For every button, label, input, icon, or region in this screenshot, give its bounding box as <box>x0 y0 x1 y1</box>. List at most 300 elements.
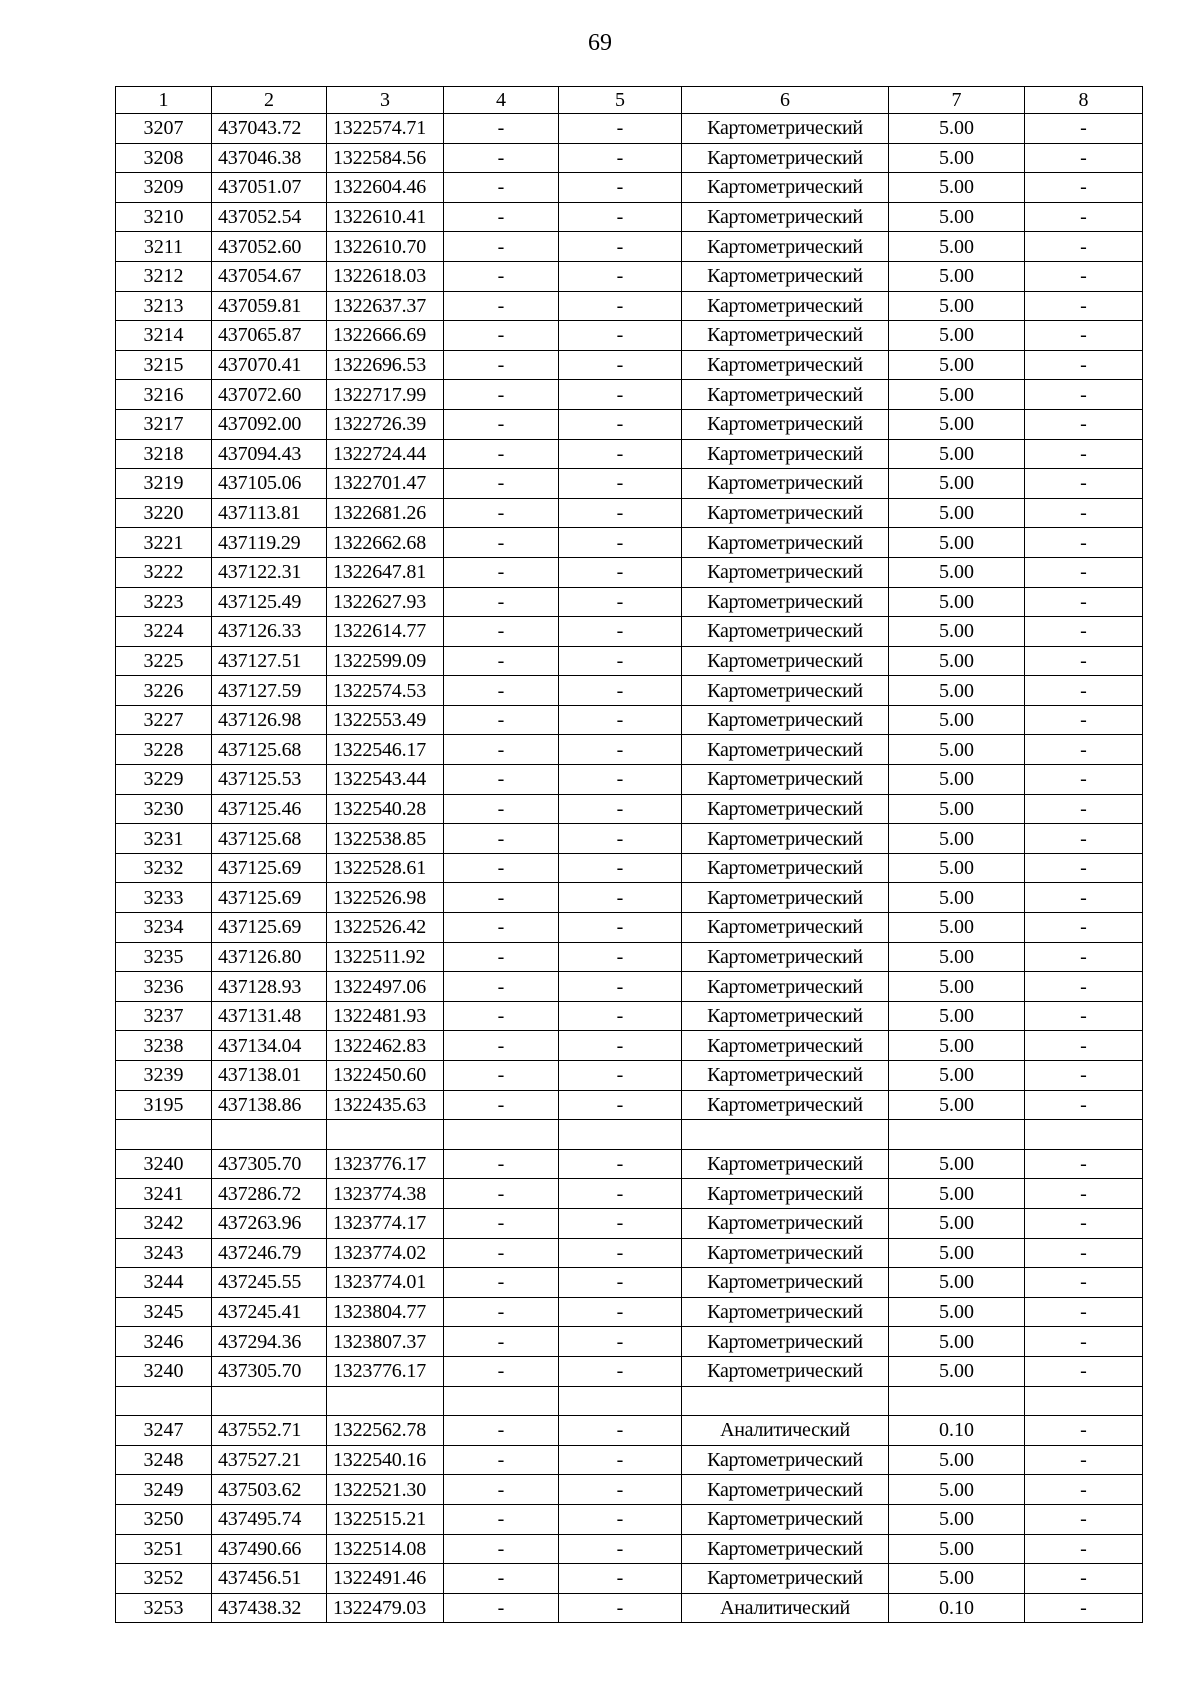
cell-point-number: 3247 <box>116 1416 212 1446</box>
cell-x-coordinate: 437126.80 <box>212 942 327 972</box>
table-row <box>116 1534 1143 1564</box>
cell-x-coordinate: 437245.41 <box>212 1297 327 1327</box>
cell-col-4: - <box>444 261 559 291</box>
cell-method: Картометрический <box>682 1297 889 1327</box>
cell-col-4: - <box>444 646 559 676</box>
cell-col-8: - <box>1025 765 1143 795</box>
cell-col-5: - <box>559 1090 682 1120</box>
cell-method: Картометрический <box>682 498 889 528</box>
table-row <box>116 261 1143 291</box>
cell-y-coordinate: 1322696.53 <box>327 350 444 380</box>
cell-x-coordinate: 437127.51 <box>212 646 327 676</box>
cell-method: Картометрический <box>682 1445 889 1475</box>
cell-accuracy: 5.00 <box>889 439 1025 469</box>
cell-method <box>682 1120 889 1150</box>
cell-accuracy: 0.10 <box>889 1416 1025 1446</box>
cell-point-number: 3227 <box>116 705 212 735</box>
cell-col-8: - <box>1025 1001 1143 1031</box>
cell-y-coordinate: 1322614.77 <box>327 617 444 647</box>
cell-point-number: 3235 <box>116 942 212 972</box>
cell-method: Картометрический <box>682 202 889 232</box>
cell-y-coordinate: 1322491.46 <box>327 1564 444 1594</box>
cell-col-5: - <box>559 883 682 913</box>
cell-y-coordinate: 1322604.46 <box>327 173 444 203</box>
cell-col-5: - <box>559 1593 682 1623</box>
cell-accuracy: 0.10 <box>889 1593 1025 1623</box>
cell-method: Картометрический <box>682 617 889 647</box>
cell-y-coordinate: 1322515.21 <box>327 1504 444 1534</box>
cell-col-4: - <box>444 114 559 144</box>
cell-col-4: - <box>444 1593 559 1623</box>
cell-x-coordinate: 437552.71 <box>212 1416 327 1446</box>
cell-col-8: - <box>1025 202 1143 232</box>
cell-y-coordinate <box>327 1386 444 1416</box>
cell-x-coordinate: 437305.70 <box>212 1149 327 1179</box>
cell-accuracy: 5.00 <box>889 913 1025 943</box>
cell-method: Картометрический <box>682 321 889 351</box>
cell-y-coordinate: 1322599.09 <box>327 646 444 676</box>
cell-y-coordinate: 1322526.42 <box>327 913 444 943</box>
cell-y-coordinate: 1322647.81 <box>327 557 444 587</box>
table-row <box>116 1504 1143 1534</box>
cell-y-coordinate: 1322543.44 <box>327 765 444 795</box>
cell-accuracy: 5.00 <box>889 232 1025 262</box>
cell-accuracy: 5.00 <box>889 676 1025 706</box>
cell-col-8: - <box>1025 1268 1143 1298</box>
cell-point-number: 3238 <box>116 1031 212 1061</box>
column-header: 5 <box>559 87 682 114</box>
cell-y-coordinate: 1322462.83 <box>327 1031 444 1061</box>
cell-accuracy: 5.00 <box>889 972 1025 1002</box>
cell-col-8: - <box>1025 1297 1143 1327</box>
cell-point-number: 3230 <box>116 794 212 824</box>
cell-y-coordinate: 1323804.77 <box>327 1297 444 1327</box>
cell-col-4: - <box>444 824 559 854</box>
cell-point-number: 3212 <box>116 261 212 291</box>
cell-method: Картометрический <box>682 913 889 943</box>
column-header: 2 <box>212 87 327 114</box>
cell-col-4: - <box>444 765 559 795</box>
cell-col-5: - <box>559 824 682 854</box>
table-row <box>116 439 1143 469</box>
cell-col-5: - <box>559 557 682 587</box>
cell-col-5: - <box>559 1475 682 1505</box>
cell-y-coordinate: 1323776.17 <box>327 1356 444 1386</box>
cell-col-5: - <box>559 143 682 173</box>
cell-point-number: 3253 <box>116 1593 212 1623</box>
cell-method: Картометрический <box>682 380 889 410</box>
cell-col-4: - <box>444 1001 559 1031</box>
cell-col-4: - <box>444 291 559 321</box>
cell-point-number: 3252 <box>116 1564 212 1594</box>
cell-col-8: - <box>1025 557 1143 587</box>
cell-col-5: - <box>559 765 682 795</box>
cell-col-8: - <box>1025 942 1143 972</box>
table-body <box>116 114 1143 1623</box>
table-row <box>116 350 1143 380</box>
cell-method: Картометрический <box>682 1564 889 1594</box>
cell-y-coordinate: 1322726.39 <box>327 409 444 439</box>
cell-accuracy: 5.00 <box>889 883 1025 913</box>
cell-col-5: - <box>559 409 682 439</box>
cell-col-5: - <box>559 114 682 144</box>
cell-col-4: - <box>444 972 559 1002</box>
cell-col-5: - <box>559 1268 682 1298</box>
table-row <box>116 1564 1143 1594</box>
cell-col-5: - <box>559 735 682 765</box>
cell-y-coordinate: 1323774.02 <box>327 1238 444 1268</box>
cell-col-8: - <box>1025 143 1143 173</box>
cell-x-coordinate: 437305.70 <box>212 1356 327 1386</box>
cell-col-5: - <box>559 587 682 617</box>
cell-x-coordinate: 437122.31 <box>212 557 327 587</box>
cell-method: Картометрический <box>682 1149 889 1179</box>
cell-method: Картометрический <box>682 587 889 617</box>
cell-accuracy: 5.00 <box>889 557 1025 587</box>
cell-col-5: - <box>559 1001 682 1031</box>
cell-col-8: - <box>1025 498 1143 528</box>
cell-method: Картометрический <box>682 1061 889 1091</box>
table-row <box>116 1445 1143 1475</box>
cell-point-number: 3223 <box>116 587 212 617</box>
cell-col-5 <box>559 1120 682 1150</box>
cell-col-4: - <box>444 1504 559 1534</box>
table-row <box>116 1208 1143 1238</box>
cell-col-8: - <box>1025 232 1143 262</box>
cell-y-coordinate: 1322637.37 <box>327 291 444 321</box>
cell-y-coordinate: 1322528.61 <box>327 853 444 883</box>
cell-accuracy: 5.00 <box>889 1268 1025 1298</box>
cell-accuracy: 5.00 <box>889 735 1025 765</box>
cell-col-8: - <box>1025 587 1143 617</box>
cell-method: Картометрический <box>682 883 889 913</box>
cell-point-number: 3240 <box>116 1356 212 1386</box>
table-row <box>116 1238 1143 1268</box>
table-row <box>116 409 1143 439</box>
cell-y-coordinate: 1322540.28 <box>327 794 444 824</box>
cell-x-coordinate <box>212 1386 327 1416</box>
cell-col-8: - <box>1025 853 1143 883</box>
cell-point-number: 3216 <box>116 380 212 410</box>
cell-col-4: - <box>444 1356 559 1386</box>
cell-col-5: - <box>559 972 682 1002</box>
cell-col-4: - <box>444 1149 559 1179</box>
cell-method: Картометрический <box>682 1090 889 1120</box>
cell-accuracy: 5.00 <box>889 409 1025 439</box>
cell-x-coordinate: 437490.66 <box>212 1534 327 1564</box>
cell-col-4 <box>444 1120 559 1150</box>
cell-col-4 <box>444 1386 559 1416</box>
cell-y-coordinate: 1322584.56 <box>327 143 444 173</box>
cell-accuracy: 5.00 <box>889 1564 1025 1594</box>
cell-point-number: 3218 <box>116 439 212 469</box>
cell-method: Картометрический <box>682 557 889 587</box>
cell-y-coordinate: 1322701.47 <box>327 469 444 499</box>
cell-x-coordinate: 437046.38 <box>212 143 327 173</box>
table-row <box>116 380 1143 410</box>
cell-x-coordinate: 437125.46 <box>212 794 327 824</box>
cell-col-8: - <box>1025 735 1143 765</box>
cell-col-4: - <box>444 1475 559 1505</box>
cell-x-coordinate: 437113.81 <box>212 498 327 528</box>
cell-y-coordinate: 1323774.01 <box>327 1268 444 1298</box>
cell-accuracy: 5.00 <box>889 469 1025 499</box>
cell-accuracy: 5.00 <box>889 1356 1025 1386</box>
cell-col-5: - <box>559 1179 682 1209</box>
cell-col-5: - <box>559 853 682 883</box>
cell-point-number: 3245 <box>116 1297 212 1327</box>
cell-x-coordinate: 437051.07 <box>212 173 327 203</box>
cell-method: Картометрический <box>682 1001 889 1031</box>
cell-point-number: 3234 <box>116 913 212 943</box>
cell-accuracy: 5.00 <box>889 528 1025 558</box>
header-row <box>116 87 1143 114</box>
cell-col-5: - <box>559 705 682 735</box>
cell-method: Картометрический <box>682 824 889 854</box>
cell-point-number: 3229 <box>116 765 212 795</box>
cell-col-8: - <box>1025 1238 1143 1268</box>
cell-point-number: 3242 <box>116 1208 212 1238</box>
cell-accuracy: 5.00 <box>889 1179 1025 1209</box>
cell-x-coordinate: 437128.93 <box>212 972 327 1002</box>
cell-accuracy: 5.00 <box>889 1031 1025 1061</box>
cell-y-coordinate: 1322521.30 <box>327 1475 444 1505</box>
cell-col-5 <box>559 1386 682 1416</box>
cell-col-5: - <box>559 380 682 410</box>
cell-col-8: - <box>1025 173 1143 203</box>
cell-col-8: - <box>1025 1475 1143 1505</box>
cell-method: Картометрический <box>682 765 889 795</box>
cell-accuracy: 5.00 <box>889 794 1025 824</box>
table-row <box>116 705 1143 735</box>
cell-accuracy: 5.00 <box>889 1534 1025 1564</box>
cell-y-coordinate: 1322538.85 <box>327 824 444 854</box>
cell-col-4: - <box>444 439 559 469</box>
table-row <box>116 1031 1143 1061</box>
cell-y-coordinate: 1322526.98 <box>327 883 444 913</box>
cell-point-number: 3248 <box>116 1445 212 1475</box>
cell-x-coordinate: 437138.01 <box>212 1061 327 1091</box>
cell-col-5: - <box>559 1534 682 1564</box>
cell-col-8: - <box>1025 261 1143 291</box>
cell-point-number: 3224 <box>116 617 212 647</box>
cell-x-coordinate: 437245.55 <box>212 1268 327 1298</box>
cell-col-8 <box>1025 1120 1143 1150</box>
cell-point-number: 3240 <box>116 1149 212 1179</box>
cell-col-5: - <box>559 1208 682 1238</box>
cell-col-4: - <box>444 853 559 883</box>
cell-col-8: - <box>1025 1416 1143 1446</box>
cell-x-coordinate: 437119.29 <box>212 528 327 558</box>
cell-y-coordinate: 1322497.06 <box>327 972 444 1002</box>
cell-point-number: 3215 <box>116 350 212 380</box>
cell-accuracy: 5.00 <box>889 1504 1025 1534</box>
cell-accuracy: 5.00 <box>889 291 1025 321</box>
cell-method: Картометрический <box>682 1534 889 1564</box>
cell-col-8: - <box>1025 1149 1143 1179</box>
cell-accuracy: 5.00 <box>889 380 1025 410</box>
cell-y-coordinate: 1322610.70 <box>327 232 444 262</box>
cell-point-number: 3233 <box>116 883 212 913</box>
table-row-blank <box>116 1386 1143 1416</box>
cell-point-number: 3213 <box>116 291 212 321</box>
cell-x-coordinate: 437052.60 <box>212 232 327 262</box>
cell-point-number: 3226 <box>116 676 212 706</box>
cell-x-coordinate: 437094.43 <box>212 439 327 469</box>
cell-col-4: - <box>444 1416 559 1446</box>
cell-point-number: 3222 <box>116 557 212 587</box>
cell-x-coordinate: 437125.69 <box>212 853 327 883</box>
cell-point-number: 3243 <box>116 1238 212 1268</box>
cell-method: Аналитический <box>682 1593 889 1623</box>
cell-x-coordinate: 437070.41 <box>212 350 327 380</box>
cell-accuracy: 5.00 <box>889 705 1025 735</box>
cell-point-number: 3207 <box>116 114 212 144</box>
cell-method: Картометрический <box>682 676 889 706</box>
cell-col-5: - <box>559 1327 682 1357</box>
cell-y-coordinate: 1322435.63 <box>327 1090 444 1120</box>
cell-method: Картометрический <box>682 350 889 380</box>
cell-col-4: - <box>444 380 559 410</box>
cell-col-5: - <box>559 498 682 528</box>
cell-col-8 <box>1025 1386 1143 1416</box>
cell-col-4: - <box>444 735 559 765</box>
cell-accuracy: 5.00 <box>889 1445 1025 1475</box>
cell-point-number: 3214 <box>116 321 212 351</box>
table-row <box>116 469 1143 499</box>
cell-col-8: - <box>1025 1090 1143 1120</box>
cell-y-coordinate: 1323774.38 <box>327 1179 444 1209</box>
table-row <box>116 1327 1143 1357</box>
cell-method: Картометрический <box>682 291 889 321</box>
cell-accuracy: 5.00 <box>889 498 1025 528</box>
table-row <box>116 232 1143 262</box>
cell-col-4: - <box>444 469 559 499</box>
cell-y-coordinate: 1322450.60 <box>327 1061 444 1091</box>
cell-y-coordinate: 1322724.44 <box>327 439 444 469</box>
cell-y-coordinate: 1322610.41 <box>327 202 444 232</box>
cell-col-8: - <box>1025 1564 1143 1594</box>
cell-point-number: 3195 <box>116 1090 212 1120</box>
cell-accuracy: 5.00 <box>889 143 1025 173</box>
cell-point-number <box>116 1120 212 1150</box>
table-row <box>116 291 1143 321</box>
cell-x-coordinate: 437065.87 <box>212 321 327 351</box>
cell-x-coordinate: 437127.59 <box>212 676 327 706</box>
cell-col-4: - <box>444 587 559 617</box>
cell-col-8: - <box>1025 350 1143 380</box>
cell-col-5: - <box>559 1445 682 1475</box>
cell-col-4: - <box>444 1327 559 1357</box>
cell-col-4: - <box>444 409 559 439</box>
cell-col-8: - <box>1025 646 1143 676</box>
cell-col-8: - <box>1025 1208 1143 1238</box>
cell-accuracy <box>889 1120 1025 1150</box>
cell-col-5: - <box>559 1504 682 1534</box>
cell-col-5: - <box>559 291 682 321</box>
cell-method: Картометрический <box>682 1327 889 1357</box>
cell-method: Картометрический <box>682 1356 889 1386</box>
cell-y-coordinate: 1322540.16 <box>327 1445 444 1475</box>
cell-accuracy: 5.00 <box>889 1149 1025 1179</box>
table-row <box>116 587 1143 617</box>
cell-accuracy <box>889 1386 1025 1416</box>
cell-point-number: 3208 <box>116 143 212 173</box>
cell-x-coordinate <box>212 1120 327 1150</box>
cell-y-coordinate: 1323807.37 <box>327 1327 444 1357</box>
cell-x-coordinate: 437072.60 <box>212 380 327 410</box>
cell-y-coordinate <box>327 1120 444 1150</box>
cell-col-5: - <box>559 1356 682 1386</box>
cell-method: Картометрический <box>682 972 889 1002</box>
table-row <box>116 1179 1143 1209</box>
cell-point-number: 3211 <box>116 232 212 262</box>
cell-x-coordinate: 437125.69 <box>212 883 327 913</box>
column-header: 1 <box>116 87 212 114</box>
cell-col-8: - <box>1025 1504 1143 1534</box>
cell-y-coordinate: 1322574.71 <box>327 114 444 144</box>
table-row <box>116 883 1143 913</box>
cell-method: Картометрический <box>682 794 889 824</box>
cell-col-4: - <box>444 794 559 824</box>
cell-accuracy: 5.00 <box>889 1001 1025 1031</box>
cell-point-number: 3239 <box>116 1061 212 1091</box>
cell-col-8: - <box>1025 409 1143 439</box>
table-row <box>116 1090 1143 1120</box>
cell-method: Картометрический <box>682 1268 889 1298</box>
cell-col-5: - <box>559 261 682 291</box>
cell-col-4: - <box>444 173 559 203</box>
cell-point-number: 3221 <box>116 528 212 558</box>
cell-x-coordinate: 437125.68 <box>212 735 327 765</box>
cell-y-coordinate: 1323774.17 <box>327 1208 444 1238</box>
cell-method: Картометрический <box>682 1238 889 1268</box>
cell-col-5: - <box>559 202 682 232</box>
cell-accuracy: 5.00 <box>889 350 1025 380</box>
cell-x-coordinate: 437052.54 <box>212 202 327 232</box>
cell-col-4: - <box>444 1268 559 1298</box>
cell-method <box>682 1386 889 1416</box>
cell-col-5: - <box>559 617 682 647</box>
cell-col-8: - <box>1025 380 1143 410</box>
table-row <box>116 114 1143 144</box>
cell-y-coordinate: 1322479.03 <box>327 1593 444 1623</box>
table-row <box>116 528 1143 558</box>
cell-col-8: - <box>1025 705 1143 735</box>
table-row <box>116 143 1143 173</box>
cell-col-8: - <box>1025 439 1143 469</box>
cell-col-4: - <box>444 350 559 380</box>
table-row <box>116 972 1143 1002</box>
table-row <box>116 498 1143 528</box>
cell-method: Картометрический <box>682 261 889 291</box>
cell-col-8: - <box>1025 1356 1143 1386</box>
cell-point-number: 3236 <box>116 972 212 1002</box>
cell-y-coordinate: 1322662.68 <box>327 528 444 558</box>
cell-col-5: - <box>559 1416 682 1446</box>
cell-y-coordinate: 1322627.93 <box>327 587 444 617</box>
table-row <box>116 794 1143 824</box>
cell-method: Картометрический <box>682 114 889 144</box>
cell-col-5: - <box>559 942 682 972</box>
cell-col-8: - <box>1025 617 1143 647</box>
cell-col-5: - <box>559 439 682 469</box>
cell-accuracy: 5.00 <box>889 765 1025 795</box>
cell-method: Картометрический <box>682 1208 889 1238</box>
cell-point-number: 3209 <box>116 173 212 203</box>
cell-point-number: 3217 <box>116 409 212 439</box>
table-header <box>116 87 1143 114</box>
